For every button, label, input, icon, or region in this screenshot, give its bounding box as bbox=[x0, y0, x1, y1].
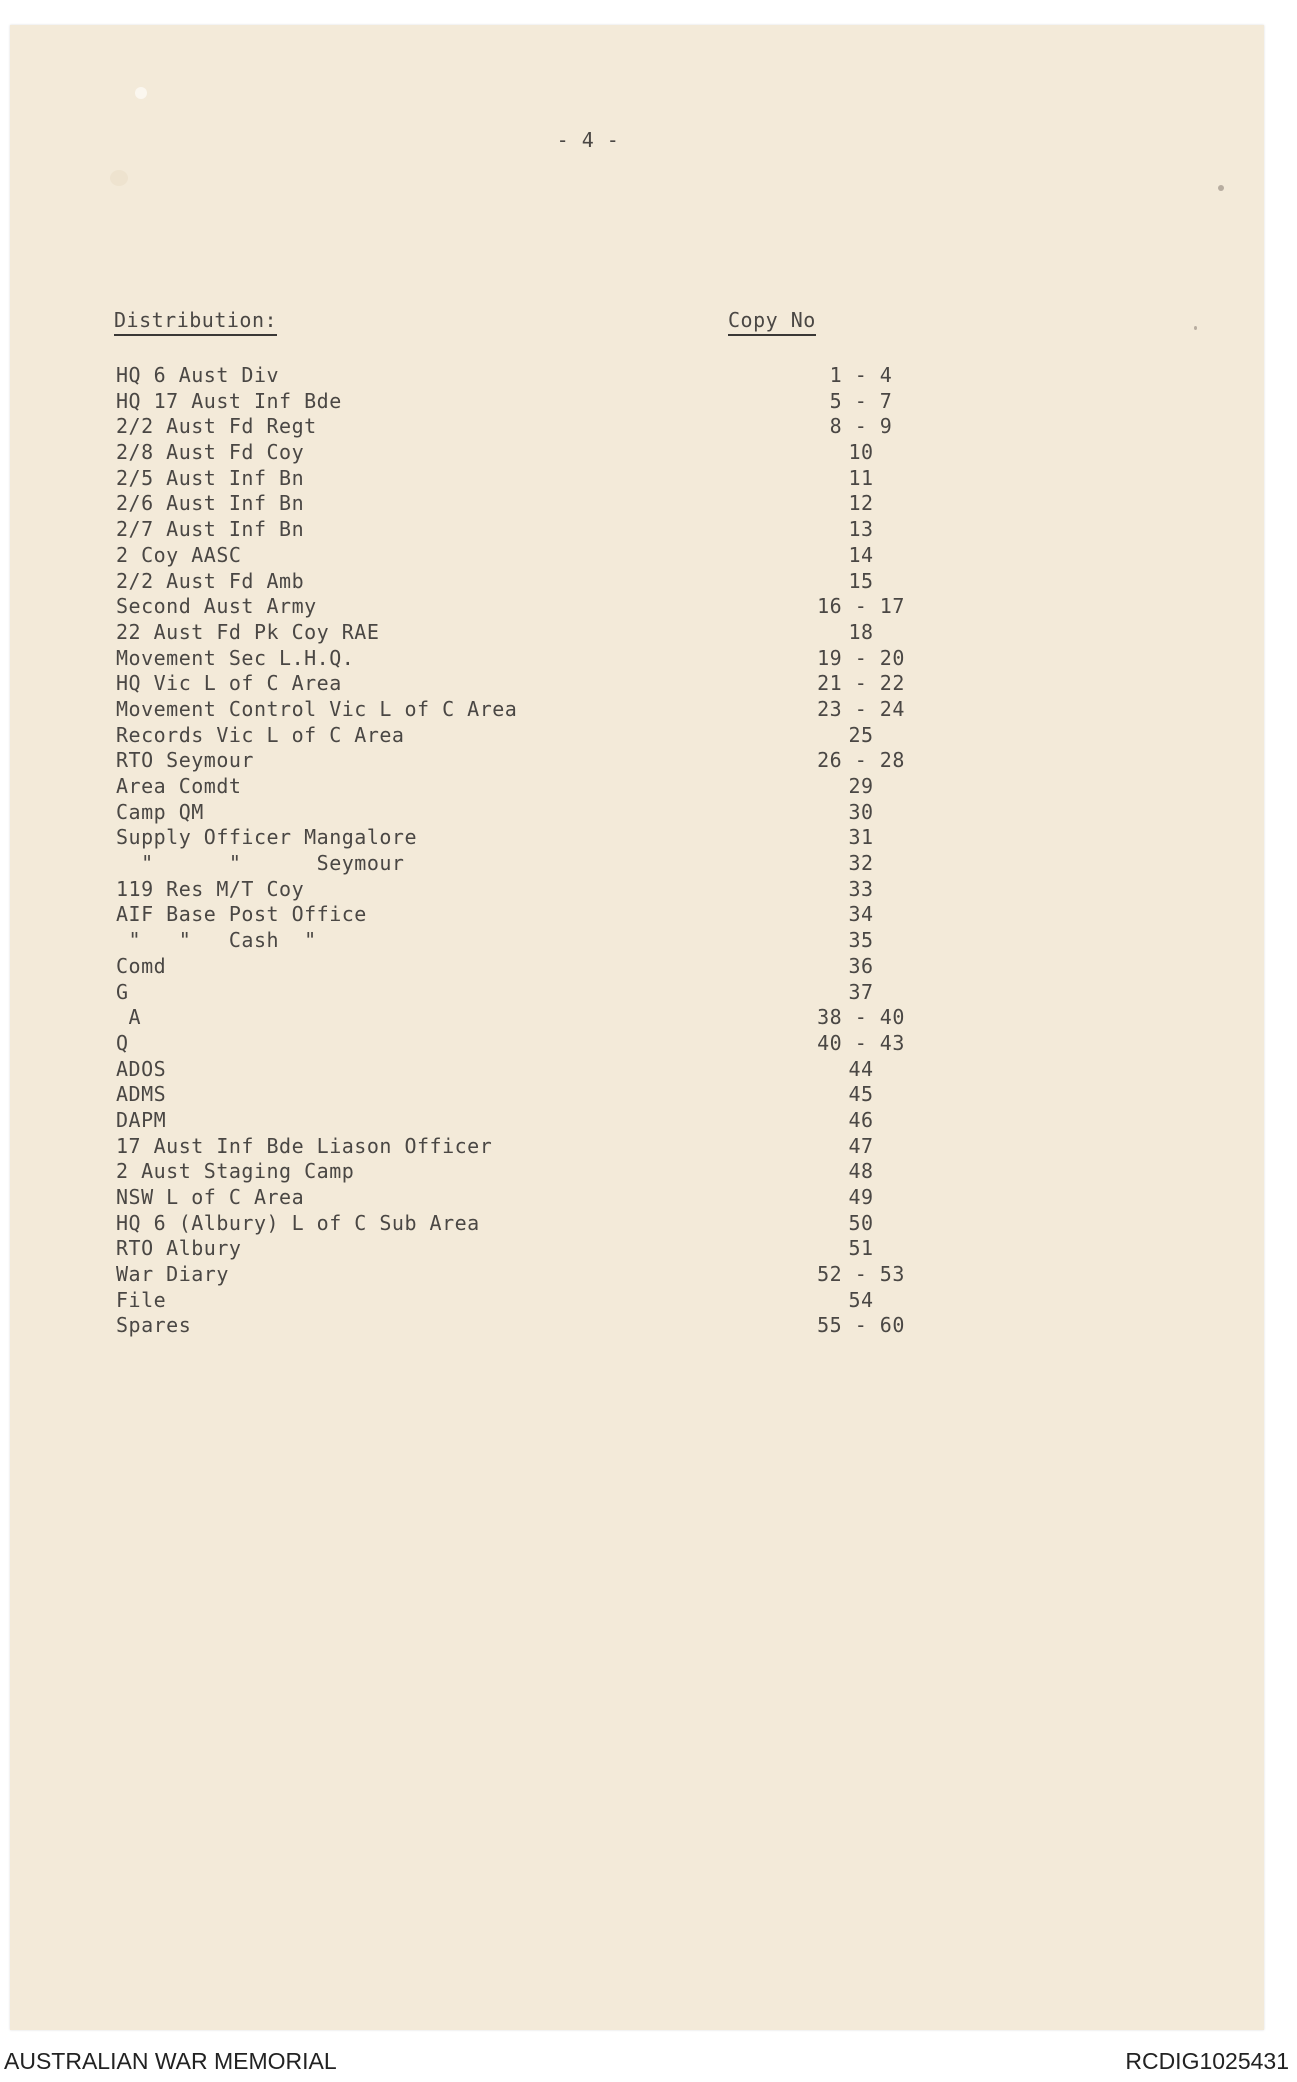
list-item bbox=[116, 748, 905, 774]
copy-number: 30 bbox=[848, 799, 874, 824]
copy-number: 49 bbox=[848, 1185, 874, 1209]
recipient-label: Area Comdt bbox=[116, 774, 242, 798]
copy-number: 48 bbox=[848, 1159, 874, 1184]
recipient-label: Records Vic L of C Area bbox=[116, 722, 405, 747]
list-item bbox=[116, 851, 876, 877]
recipient-label: Spares bbox=[116, 1313, 192, 1338]
recipient-label: Second Aust Army bbox=[116, 594, 317, 619]
list-item bbox=[116, 1262, 905, 1288]
list-item bbox=[116, 902, 876, 928]
recipient-label: File bbox=[116, 1287, 167, 1312]
recipient-label: G bbox=[116, 979, 129, 1004]
recipient-label: ADOS bbox=[116, 1056, 167, 1081]
copy-number: 52 - 53 bbox=[817, 1262, 905, 1287]
copy-number: 44 bbox=[848, 1056, 874, 1081]
copy-number: 23 - 24 bbox=[817, 696, 905, 721]
copy-number: 32 bbox=[848, 851, 874, 876]
copy-number: 8 - 9 bbox=[829, 414, 893, 439]
list-item bbox=[116, 980, 876, 1006]
list-item bbox=[116, 569, 876, 595]
copy-number: 38 - 40 bbox=[817, 1005, 905, 1030]
list-item bbox=[116, 954, 876, 980]
copy-number: 10 bbox=[848, 440, 874, 465]
copy-number: 11 bbox=[848, 465, 874, 490]
copy-number: 47 bbox=[848, 1133, 874, 1158]
recipient-label: Comd bbox=[116, 953, 167, 978]
recipient-label: AIF Base Post Office bbox=[116, 902, 367, 927]
list-item bbox=[116, 1082, 876, 1108]
paper-blemish bbox=[1194, 326, 1197, 330]
copy-number: 55 - 60 bbox=[817, 1313, 905, 1338]
copy-number: 26 - 28 bbox=[817, 748, 905, 773]
copy-number: 51 bbox=[848, 1236, 874, 1261]
copy-number: 14 bbox=[848, 542, 874, 567]
list-item bbox=[116, 774, 876, 800]
copy-number: 5 - 7 bbox=[829, 388, 893, 413]
list-item bbox=[116, 877, 876, 903]
document-page bbox=[10, 25, 1264, 2030]
list-item bbox=[116, 543, 876, 569]
copy-number: 50 bbox=[848, 1210, 874, 1235]
copy-number: 46 bbox=[848, 1107, 874, 1132]
list-item bbox=[116, 645, 905, 672]
copy-number: 35 bbox=[848, 928, 874, 953]
list-item bbox=[116, 1236, 876, 1262]
recipient-label: 2/6 Aust Inf Bn bbox=[116, 491, 305, 516]
recipient-label: 119 Res M/T Coy bbox=[116, 876, 305, 901]
copy-number: 16 - 17 bbox=[817, 594, 905, 619]
list-item bbox=[116, 363, 893, 389]
recipient-label: 2 Coy AASC bbox=[116, 542, 242, 567]
list-item bbox=[116, 696, 905, 723]
distribution-heading: Distribution: bbox=[114, 308, 277, 336]
list-item bbox=[116, 928, 876, 954]
recipient-label: RTO Albury bbox=[116, 1236, 242, 1261]
recipient-label: Camp QM bbox=[116, 799, 204, 824]
recipient-label: 17 Aust Inf Bde Liason Officer bbox=[116, 1133, 493, 1158]
paper-blemish bbox=[1218, 185, 1224, 191]
list-item bbox=[116, 1185, 876, 1211]
list-item bbox=[116, 491, 876, 517]
list-item bbox=[116, 517, 876, 543]
recipient-label: NSW L of C Area bbox=[116, 1185, 305, 1209]
copy-number: 40 - 43 bbox=[817, 1030, 905, 1055]
recipient-label: DAPM bbox=[116, 1107, 167, 1132]
copy-number: 33 bbox=[848, 876, 874, 901]
list-item bbox=[116, 825, 876, 851]
copy-number: 45 bbox=[848, 1082, 874, 1107]
footer-institution: AUSTRALIAN WAR MEMORIAL bbox=[4, 2048, 337, 2074]
footer-record-id: RCDIG1025431 bbox=[1125, 2048, 1289, 2074]
copy-number: 34 bbox=[848, 902, 874, 927]
list-item bbox=[116, 594, 905, 620]
copy-number: 19 - 20 bbox=[817, 645, 905, 670]
list-item bbox=[116, 1005, 905, 1031]
recipient-label: War Diary bbox=[116, 1262, 229, 1287]
recipient-label: RTO Seymour bbox=[116, 748, 254, 773]
copy-number: 54 bbox=[848, 1287, 874, 1312]
copy-number: 29 bbox=[848, 774, 874, 798]
recipient-label: HQ 17 Aust Inf Bde bbox=[116, 388, 342, 413]
copy-number: 31 bbox=[848, 825, 874, 850]
copy-number: 36 bbox=[848, 953, 874, 978]
recipient-label: A bbox=[116, 1005, 142, 1030]
list-item bbox=[116, 1159, 876, 1185]
recipient-label: ADMS bbox=[116, 1082, 167, 1107]
copy-number: 15 bbox=[848, 568, 874, 593]
recipient-label: HQ Vic L of C Area bbox=[116, 671, 342, 696]
recipient-label: Movement Control Vic L of C Area bbox=[116, 696, 518, 721]
recipient-label: 2 Aust Staging Camp bbox=[116, 1159, 355, 1184]
copy-number: 1 - 4 bbox=[829, 363, 893, 387]
recipient-label: Supply Officer Mangalore bbox=[116, 825, 417, 850]
copy-number: 18 bbox=[848, 619, 874, 644]
list-item bbox=[116, 388, 893, 415]
list-item bbox=[116, 1288, 876, 1314]
copy-no-heading: Copy No bbox=[728, 308, 816, 336]
list-item bbox=[116, 800, 876, 826]
list-item bbox=[116, 466, 876, 492]
list-item bbox=[116, 1211, 876, 1237]
list-item bbox=[116, 440, 876, 466]
list-item bbox=[116, 1030, 905, 1057]
copy-number: 13 bbox=[848, 517, 874, 542]
page-number: - 4 - bbox=[556, 128, 620, 152]
list-item bbox=[116, 1057, 876, 1083]
list-item bbox=[116, 1134, 876, 1160]
paper-blemish bbox=[135, 87, 147, 99]
recipient-label: " " Cash " bbox=[116, 928, 317, 953]
recipient-label: HQ 6 Aust Div bbox=[116, 363, 280, 387]
list-item bbox=[116, 414, 893, 440]
recipient-label: Movement Sec L.H.Q. bbox=[116, 645, 355, 670]
recipient-label: 22 Aust Fd Pk Coy RAE bbox=[116, 619, 380, 644]
recipient-label: 2/8 Aust Fd Coy bbox=[116, 440, 305, 465]
recipient-label: 2/5 Aust Inf Bn bbox=[116, 465, 305, 490]
copy-number: 25 bbox=[848, 722, 874, 747]
list-item bbox=[116, 1108, 876, 1134]
copy-number: 12 bbox=[848, 491, 874, 516]
list-item bbox=[116, 620, 876, 646]
list-item bbox=[116, 1313, 905, 1339]
recipient-label: Q bbox=[116, 1030, 129, 1055]
list-item bbox=[116, 671, 905, 697]
recipient-label: " " Seymour bbox=[116, 851, 405, 876]
distribution-list bbox=[116, 363, 905, 1339]
copy-number: 37 bbox=[848, 979, 874, 1004]
recipient-label: 2/2 Aust Fd Amb bbox=[116, 568, 305, 593]
paper-blemish bbox=[110, 170, 128, 186]
recipient-label: HQ 6 (Albury) L of C Sub Area bbox=[116, 1210, 480, 1235]
list-item bbox=[116, 723, 876, 749]
recipient-label: 2/7 Aust Inf Bn bbox=[116, 517, 305, 542]
copy-number: 21 - 22 bbox=[817, 671, 905, 696]
recipient-label: 2/2 Aust Fd Regt bbox=[116, 414, 317, 439]
